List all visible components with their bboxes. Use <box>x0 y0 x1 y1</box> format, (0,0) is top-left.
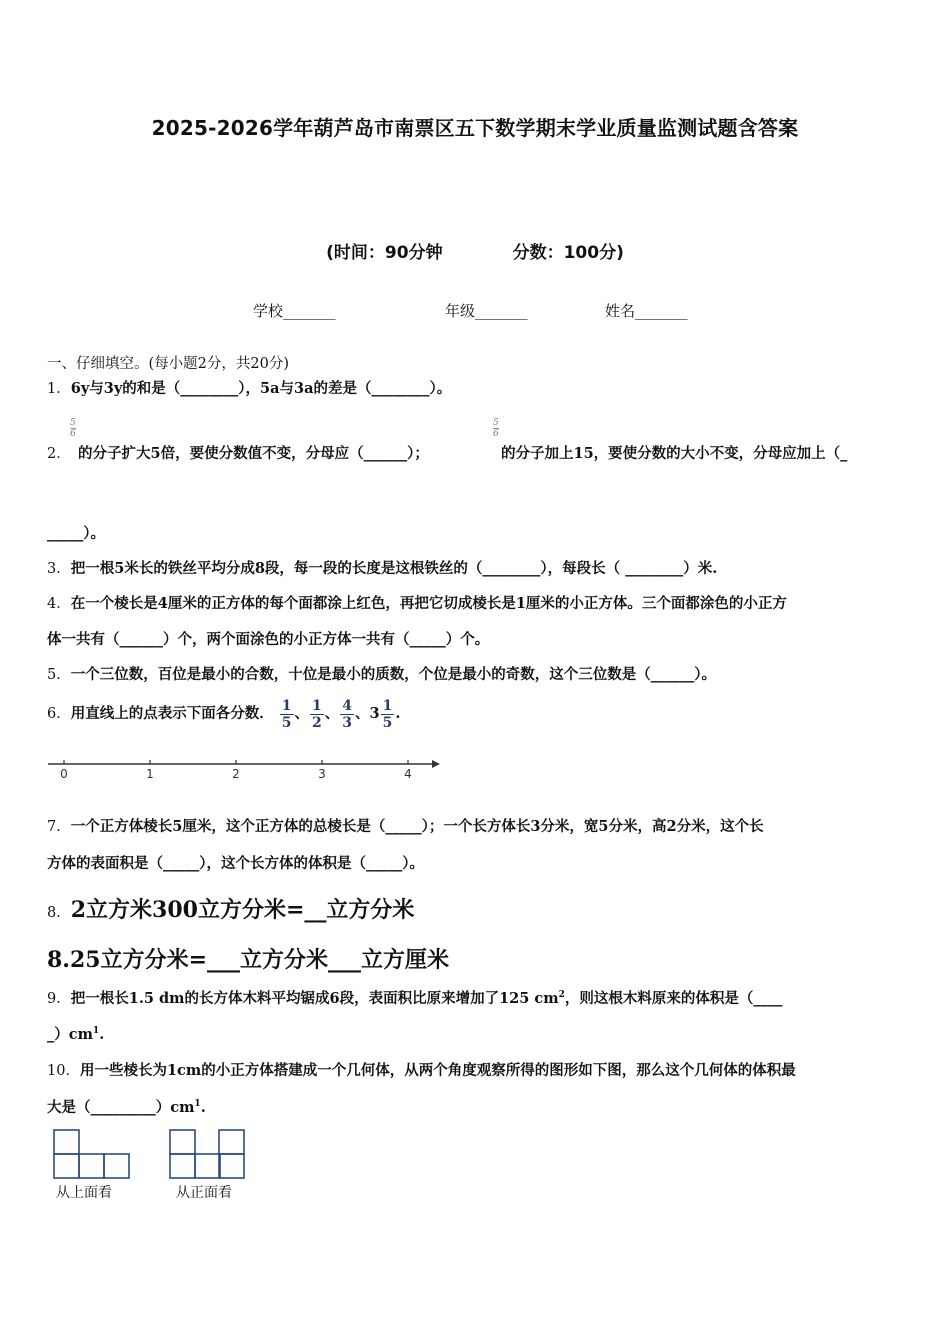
question-number: 5． <box>47 667 71 683</box>
question-6 <box>47 694 400 734</box>
fraction <box>340 698 354 731</box>
question-number: 1． <box>47 381 71 397</box>
number-line-tick-label: 4 <box>404 767 412 781</box>
fraction-denominator: 2 <box>312 714 322 731</box>
fraction <box>310 698 324 731</box>
fraction-numerator: 4 <box>342 697 353 714</box>
question-8-line2: 8.25立方分米=___立方分米___立方厘米 <box>47 947 450 973</box>
number-line-tick-label: 0 <box>60 767 68 781</box>
separator: 、 <box>355 705 370 722</box>
top-view-square <box>104 1154 129 1178</box>
fraction-list <box>279 697 401 731</box>
name-field: 姓名_______ <box>605 302 688 320</box>
question-7 <box>47 815 764 836</box>
separator: 、 <box>324 705 340 722</box>
section-heading: 一、仔细填空。(每小题2分，共20分) <box>47 356 289 372</box>
question-4-line2: 体一共有（______）个，两个面涂色的小正方体一共有（_____）个。 <box>47 631 490 648</box>
number-line-arrow <box>432 760 440 768</box>
label-front-view: 从正面看 <box>176 1185 232 1201</box>
question-2-part1: 的分子扩大5倍，要使分数值不变，分母应（______）； <box>78 445 429 462</box>
front-view-square <box>195 1154 220 1178</box>
front-view-square <box>219 1154 244 1178</box>
number-line <box>44 752 444 784</box>
question-3 <box>47 557 717 578</box>
question-number: 4． <box>47 596 71 612</box>
question-number: 7． <box>47 819 71 835</box>
fraction <box>280 698 294 731</box>
front-view <box>170 1130 244 1178</box>
question-text: 用一些棱长为1cm的小正方体搭建成一个几何体，从两个角度观察所得的图形如下图，那么这个几何体的体积最 <box>79 1062 796 1079</box>
separator: . <box>395 705 401 722</box>
top-view <box>54 1130 129 1178</box>
fraction-numerator: 1 <box>312 697 322 714</box>
top-view-square <box>54 1130 79 1154</box>
fraction <box>381 698 395 731</box>
question-number: 9． <box>47 991 71 1007</box>
question-number: 2． <box>47 446 71 462</box>
question-5 <box>47 663 716 684</box>
page-title: 2025-2026学年葫芦岛市南票区五下数学期末学业质量监测试题含答案 <box>151 116 799 140</box>
question-number: 6． <box>47 706 71 722</box>
question-number: 10． <box>47 1063 80 1079</box>
number-line-tick-label: 3 <box>318 767 326 781</box>
fraction-denominator: 5 <box>382 714 393 731</box>
number-line-tick-label: 1 <box>146 767 154 781</box>
question-2-part2: 的分子加上15，要使分数的大小不变，分母应加上（_ <box>501 445 848 462</box>
question-text: 一个正方体棱长5厘米，这个正方体的总棱长是（_____）；一个长方体长3分米，宽5分米，高2分米，这个长 <box>70 818 764 835</box>
question-text: 2立方米300立方分米=__立方分米 <box>70 897 415 923</box>
label-top-view: 从上面看 <box>56 1185 112 1201</box>
school-field: 学校_______ <box>253 302 336 320</box>
exam-meta <box>0 238 950 263</box>
top-view-square <box>54 1154 79 1178</box>
front-view-square <box>170 1154 195 1178</box>
fraction-five-sixths: $\frac{5}{6}$ <box>70 418 76 439</box>
question-text: 一个三位数，百位是最小的合数，十位是最小的质数，个位是最小的奇数，这个三位数是（______）。 <box>70 666 716 683</box>
question-7-line2: 方体的表面积是（_____），这个长方体的体积是（_____）。 <box>47 855 424 872</box>
views-diagram <box>50 1128 250 1180</box>
question-10 <box>47 1059 796 1080</box>
separator: 、 <box>294 705 310 722</box>
front-view-square <box>170 1130 195 1154</box>
question-9: 9．把一根长1.5 dm的长方体木料平均锯成6段，表面积比原来增加了125 $cm^2$，则这根木料原来的体积是（____ <box>47 990 783 1007</box>
question-8 <box>47 893 414 924</box>
grade-field: 年级_______ <box>445 302 528 320</box>
exam-score: 分数：100分) <box>512 243 624 263</box>
question-text: 把一根5米长的铁丝平均分成8段，每一段的长度是这根铁丝的（________），每段长（ ________）米. <box>70 560 718 577</box>
question-1 <box>47 377 451 398</box>
question-2-continued: _____）。 <box>47 525 105 542</box>
top-view-square <box>79 1154 104 1178</box>
question-10-line2: 大是$(\_\_\_\_\_\_\_\_\_)cm^1$. <box>47 1099 206 1116</box>
question-2 <box>47 442 71 463</box>
fraction-denominator: 5 <box>281 714 292 731</box>
question-4 <box>47 592 787 613</box>
question-text: 6y与3y的和是（________），5a与3a的差是（________）。 <box>70 380 452 397</box>
front-view-square <box>219 1130 244 1154</box>
fraction-denominator: 3 <box>342 714 353 731</box>
number-line-tick-label: 2 <box>232 767 240 781</box>
question-number: 3． <box>47 561 71 577</box>
question-text: 用直线上的点表示下面各分数． <box>70 705 274 722</box>
question-9-line2: $\_)cm^1$. <box>47 1026 105 1043</box>
question-text: 在一个棱长是4厘米的正方体的每个面都涂上红色，再把它切成棱长是1厘米的小正方体。三个面都涂色的小正方 <box>70 595 787 612</box>
exam-time: (时间：90分钟 <box>326 243 443 263</box>
mixed-number-whole: 3 <box>369 705 380 722</box>
fraction-numerator: 1 <box>281 697 292 714</box>
question-number: 8． <box>47 905 71 921</box>
fraction-numerator: 1 <box>382 697 393 714</box>
fraction-five-sixths-2: $\frac{5}{6}$ <box>493 418 499 439</box>
